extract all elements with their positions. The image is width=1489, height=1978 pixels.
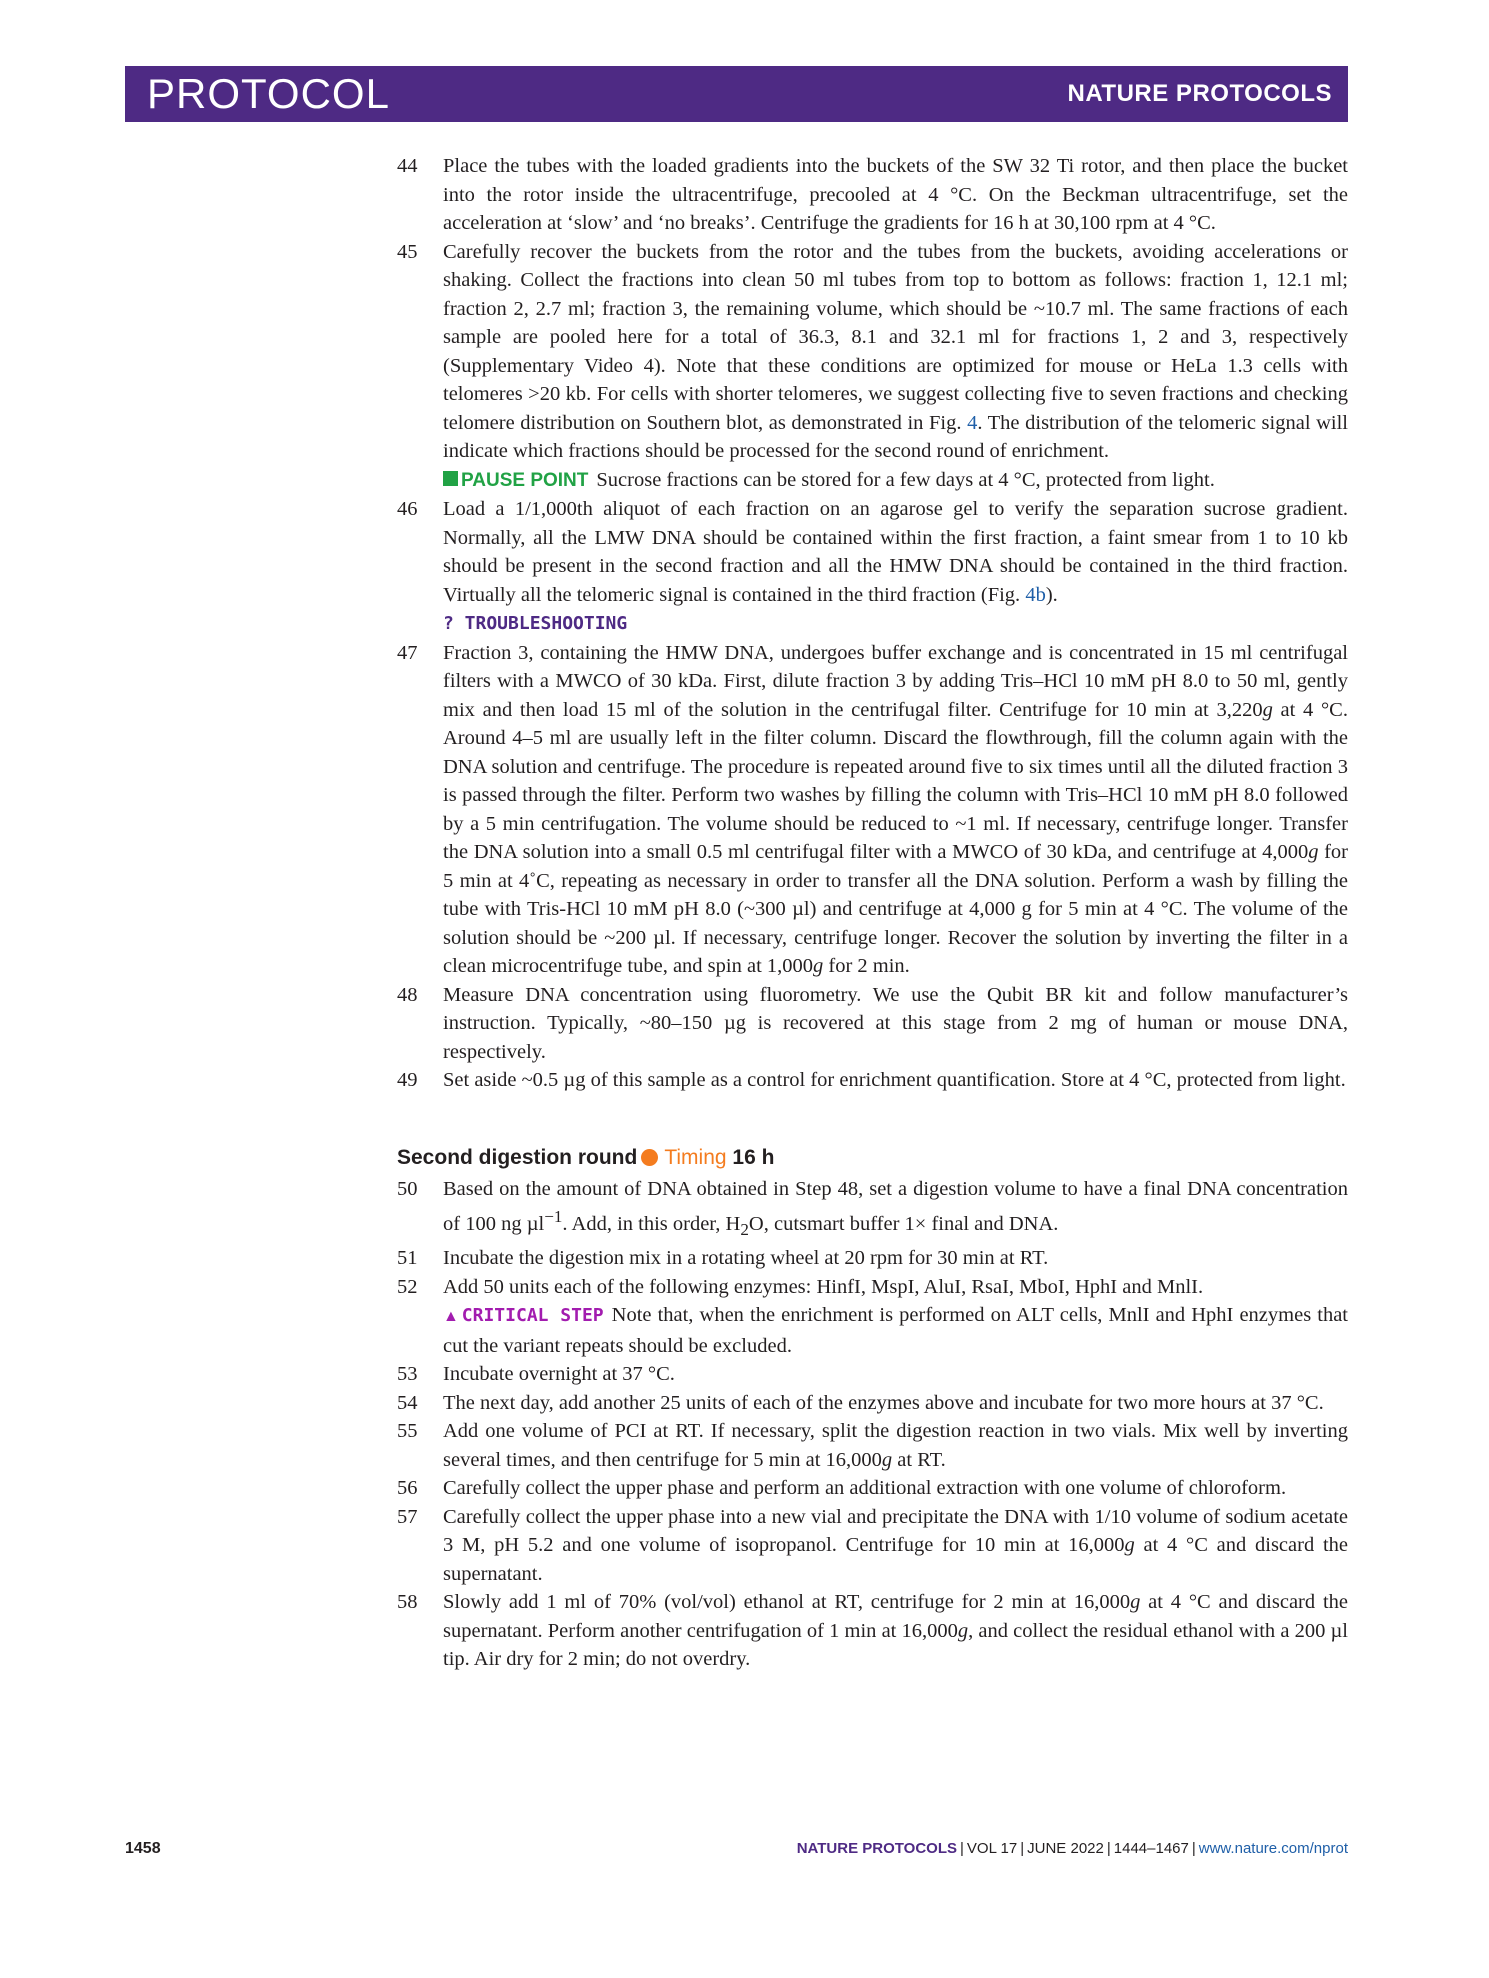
footer-journal: NATURE PROTOCOLS <box>796 1840 958 1857</box>
troubleshooting-note <box>397 609 1348 639</box>
section-label: PROTOCOL <box>147 70 390 117</box>
step-45 <box>397 238 1348 466</box>
journal-title: NATURE PROTOCOLS <box>1067 80 1332 107</box>
step-number: 57 <box>397 1505 418 1528</box>
troubleshooting-link[interactable]: ? TROUBLESHOOTING <box>443 613 628 634</box>
step-number: 55 <box>397 1420 418 1443</box>
critical-step-text: Note that, when the enrichment is performed on ALT cells, MnlI and HphI enzymes that cut the variant repeats should be excluded. <box>443 1304 1348 1357</box>
step-51 <box>397 1244 1348 1273</box>
step-text: Based on the amount of DNA obtained in Step 48, set a digestion volume to have a final DNA concentration of 100 ng µl$^{-1}$. Add, in this order, $H_2O$, cutsmart buffer 1× final and DNA. <box>443 1177 1348 1239</box>
section-title: Second digestion round <box>397 1145 638 1169</box>
pause-point-label: PAUSE POINT <box>461 469 589 491</box>
step-58 <box>397 1588 1348 1674</box>
step-number: 45 <box>397 240 418 263</box>
step-52 <box>397 1273 1348 1302</box>
page-number: 1458 <box>125 1840 161 1857</box>
critical-step-label: CRITICAL STEP <box>461 1305 604 1327</box>
figure-link[interactable]: 4b <box>1025 583 1046 606</box>
footer-pages: 1444–1467 <box>1113 1840 1189 1857</box>
citation-footer <box>797 1840 1348 1857</box>
journal-url-link[interactable]: www.nature.com/nprot <box>1198 1840 1348 1857</box>
article-body <box>397 152 1348 1674</box>
timing-value: 16 h <box>732 1145 775 1169</box>
step-44 <box>397 152 1348 238</box>
step-text: Carefully collect the upper phase into a new vial and precipitate the DNA with 1/10 volume of sodium acetate 3 M, pH 5.2 and one volume of isopropanol. Centrifuge for 10 min at 16,000g at 4 °C and discard the supernatant. <box>443 1505 1348 1585</box>
step-number: 47 <box>397 641 418 664</box>
step-53 <box>397 1360 1348 1389</box>
footer-separator: | <box>960 1840 964 1857</box>
step-text: Measure DNA concentration using fluorometry. We use the Qubit BR kit and follow manufacturer’s instruction. Typically, ~80–150 µg is recovered at this stage from 2 mg of human or mouse DNA, respectively. <box>443 983 1348 1063</box>
step-text: Add 50 units each of the following enzymes: HinfI, MspI, AluI, RsaI, MboI, HphI and MnlI. <box>443 1275 1204 1298</box>
warning-triangle-icon: ▲ <box>443 1308 460 1326</box>
step-48 <box>397 981 1348 1067</box>
pause-square-icon <box>443 471 458 486</box>
step-text: The next day, add another 25 units of each of the enzymes above and incubate for two more hours at 37 °C. <box>443 1391 1324 1414</box>
footer-separator: | <box>1106 1840 1111 1857</box>
step-text: Place the tubes with the loaded gradients into the buckets of the SW 32 Ti rotor, and then place the bucket into the rotor inside the ultracentrifuge, precooled at 4 °C. On the Beckman ultracentrifuge, set the acceleration at ‘slow’ and ‘no breaks’. Centrifuge the gradients for 16 h at 30,100 rpm at 4 °C. <box>443 155 1348 234</box>
step-text: Carefully recover the buckets from the rotor and the tubes from the buckets, avoiding accelerations or shaking. Collect the fractions into clean 50 ml tubes from top to bottom as follows: fraction 1, 12.1 ml; fraction 2, 2.7 ml; fraction 3, the remaining volume, which should be ~10.7 ml. The same fractions of each sample are pooled here for a total of 36.3, 8.1 and 32.1 ml for fractions 1, 2 and 3, respectively (Supplementary Video 4). Note that these conditions are optimized for mouse or HeLa 1.3 cells with telomeres >20 kb. For cells with shorter telomeres, we suggest collecting five to seven fractions and checking telomere distribution on Southern blot, as demonstrated in Fig. 4. The distribution of the telomeric signal will indicate which fractions should be processed for the second round of enrichment. <box>443 240 1349 462</box>
footer-volume: VOL 17 <box>966 1840 1018 1857</box>
step-46 <box>397 495 1348 609</box>
footer-separator: | <box>1191 1840 1196 1857</box>
timing-dot-icon <box>641 1149 658 1166</box>
step-number: 44 <box>397 155 418 177</box>
step-text: Slowly add 1 ml of 70% (vol/vol) ethanol at RT, centrifuge for 2 min at 16,000g at 4 °C and discard the supernatant. Perform another centrifugation of 1 min at 16,000g, and collect the residual ethanol with a 200 µl tip. Air dry for 2 min; do not overdry. <box>443 1591 1348 1671</box>
step-number: 50 <box>397 1177 418 1200</box>
step-50 <box>397 1175 1348 1245</box>
step-57 <box>397 1503 1348 1589</box>
pause-point <box>397 466 1348 496</box>
step-text: Incubate the digestion mix in a rotating wheel at 20 rpm for 30 min at RT. <box>443 1247 1049 1270</box>
step-55 <box>397 1417 1348 1474</box>
step-number: 52 <box>397 1275 418 1298</box>
step-number: 56 <box>397 1477 418 1500</box>
step-54 <box>397 1389 1348 1418</box>
step-number: 46 <box>397 498 418 520</box>
step-number: 51 <box>397 1247 418 1270</box>
timing-label: Timing <box>664 1145 727 1169</box>
step-text: Add one volume of PCI at RT. If necessary, split the digestion reaction in two vials. Mix well by inverting several times, and then centrifuge for 5 min at 16,000g at RT. <box>443 1420 1348 1471</box>
step-text: Fraction 3, containing the HMW DNA, undergoes buffer exchange and is concentrated in 15 ml centrifugal filters with a MWCO of 30 kDa. First, dilute fraction 3 by adding Tris–HCl 10 mM pH 8.0 to 50 ml, gently mix and then load 15 ml of the solution in the centrifugal filter. Centrifuge for 10 min at 3,220g at 4 °C. Around 4–5 ml are usually left in the filter column. Discard the flowthrough, fill the column again with the DNA solution and centrifuge. The procedure is repeated around five to six times until all the diluted fraction 3 is passed through the filter. Perform two washes by filling the column with Tris–HCl 10 mM pH 8.0 followed by a 5 min centrifugation. The volume should be reduced to ~1 ml. If necessary, centrifuge longer. Transfer the DNA solution into a small 0.5 ml centrifugal filter with a MWCO of 30 kDa, and centrifuge at 4,000g for 5 min at 4˚C, repeating as necessary in order to transfer all the DNA solution. Perform a wash by filling the tube with Tris-HCl 10 mM pH 8.0 (~300 µl) and centrifuge at 4,000 g for 5 min at 4 °C. The volume of the solution should be ~200 µl. If necessary, centrifuge longer. Recover the solution by inverting the filter in a clean microcentrifuge tube, and spin at 1,000g for 2 min. <box>443 641 1349 977</box>
step-text: Carefully collect the upper phase and perform an additional extraction with one volume of chloroform. <box>443 1477 1287 1500</box>
step-text: Incubate overnight at 37 °C. <box>443 1363 675 1386</box>
step-number: 53 <box>397 1363 418 1386</box>
step-text: Set aside ~0.5 µg of this sample as a control for enrichment quantification. Store at 4 °C, protected from light. <box>443 1069 1346 1091</box>
step-47 <box>397 639 1348 981</box>
step-number: 49 <box>397 1069 418 1091</box>
step-49 <box>397 1066 1348 1095</box>
step-number: 48 <box>397 983 418 1006</box>
step-56 <box>397 1474 1348 1503</box>
step-number: 54 <box>397 1391 418 1414</box>
footer-date: JUNE 2022 <box>1027 1840 1104 1857</box>
step-text: Load a 1/1,000th aliquot of each fraction on an agarose gel to verify the separation sucrose gradient. Normally, all the LMW DNA should be contained within the first fraction, a faint smear from 1 to 10 kb should be present in the second fraction and all the HMW DNA should be contained in the third fraction. Virtually all the telomeric signal is contained in the third fraction (Fig. 4b). <box>443 498 1348 606</box>
step-number: 58 <box>397 1591 418 1614</box>
footer-separator: | <box>1020 1840 1025 1857</box>
critical-step <box>397 1301 1348 1360</box>
pause-point-text: Sucrose fractions can be stored for a few days at 4 °C, protected from light. <box>596 468 1215 491</box>
figure-link[interactable]: 4 <box>967 411 978 434</box>
header-banner <box>125 66 1348 122</box>
section-heading <box>397 1143 1348 1173</box>
